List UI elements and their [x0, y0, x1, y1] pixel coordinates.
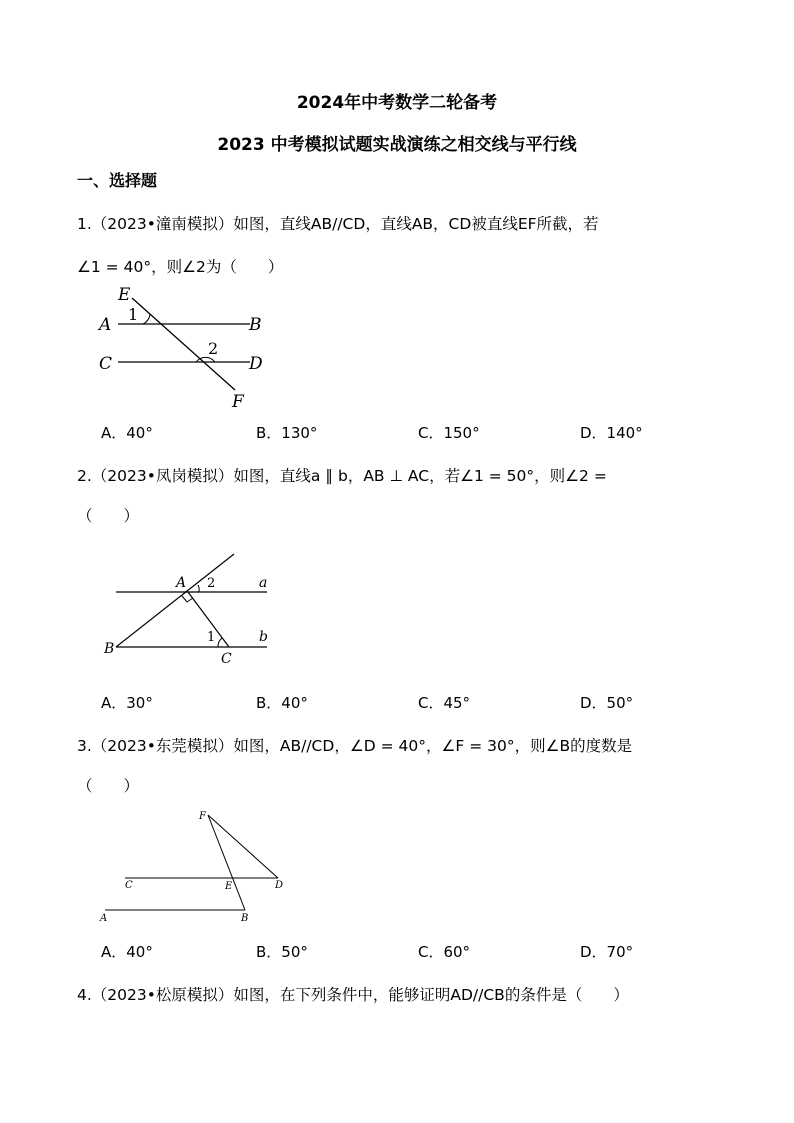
label-c: C — [125, 880, 133, 891]
question-2-line-2: （ ） — [77, 507, 140, 525]
label-b-point: B — [104, 641, 115, 657]
label-angle-2: 2 — [207, 576, 216, 591]
question-1-option-c: C．150° — [418, 424, 480, 442]
question-1-option-b: B．130° — [256, 424, 318, 442]
label-f: F — [199, 811, 206, 822]
label-d: D — [275, 880, 284, 891]
label-angle-1: 1 — [128, 305, 139, 324]
line-ab — [116, 554, 234, 647]
label-e: E — [118, 285, 131, 305]
question-3-line-2: （ ） — [77, 777, 140, 795]
angle-1-arc — [143, 314, 150, 324]
label-a: A — [99, 315, 112, 335]
line-ef — [132, 298, 235, 390]
question-4-line-1: 4.（2023•松原模拟）如图，在下列条件中，能够证明AD//CB的条件是（ ） — [77, 986, 629, 1004]
question-2-figure — [100, 550, 280, 670]
question-3-line-1: 3.（2023•东莞模拟）如图，AB//CD，∠D = 40°，∠F = 30°，则∠B的度数是 — [77, 737, 633, 755]
question-1-option-a: A．40° — [101, 424, 153, 442]
angle-2-arc — [198, 585, 199, 592]
question-3-option-c: C．60° — [418, 943, 471, 961]
label-a: A — [100, 913, 108, 924]
angle-1-arc — [218, 638, 222, 647]
label-line-a: a — [259, 575, 268, 591]
label-f: F — [232, 392, 244, 412]
question-2-option-c: C．45° — [418, 694, 471, 712]
question-2-option-b: B．40° — [256, 694, 308, 712]
page-title: 2024年中考数学二轮备考 — [296, 93, 498, 113]
question-1-line-2: ∠1 = 40°，则∠2为（ ） — [77, 258, 284, 276]
section-heading: 一、选择题 — [77, 171, 158, 190]
line-fd — [208, 815, 278, 878]
question-3-option-d: D．70° — [580, 943, 634, 961]
question-1-option-d: D．140° — [580, 424, 643, 442]
question-2-line-1: 2.（2023•凤岗模拟）如图，直线a ∥ b，AB ⊥ AC，若∠1 = 50°，则∠2 = — [77, 467, 607, 485]
label-b: B — [241, 913, 249, 924]
label-c-point: C — [221, 651, 232, 667]
question-3-option-b: B．50° — [256, 943, 308, 961]
question-1-figure — [90, 280, 290, 415]
question-3-option-a: A．40° — [101, 943, 153, 961]
line-fb — [208, 815, 245, 910]
label-e: E — [225, 881, 233, 892]
label-angle-2: 2 — [208, 339, 219, 358]
label-d: D — [249, 354, 263, 374]
question-2-option-d: D．50° — [580, 694, 634, 712]
page-subtitle: 2023 中考模拟试题实战演练之相交线与平行线 — [217, 135, 577, 155]
question-3-figure — [95, 805, 295, 925]
question-2-option-a: A．30° — [101, 694, 153, 712]
label-c: C — [99, 354, 113, 374]
label-angle-1: 1 — [207, 630, 216, 645]
question-1-line-1: 1.（2023•潼南模拟）如图，直线AB//CD，直线AB，CD被直线EF所截，若 — [77, 215, 599, 233]
label-a-point: A — [176, 575, 187, 591]
label-b: B — [249, 315, 262, 335]
label-line-b: b — [259, 629, 268, 645]
